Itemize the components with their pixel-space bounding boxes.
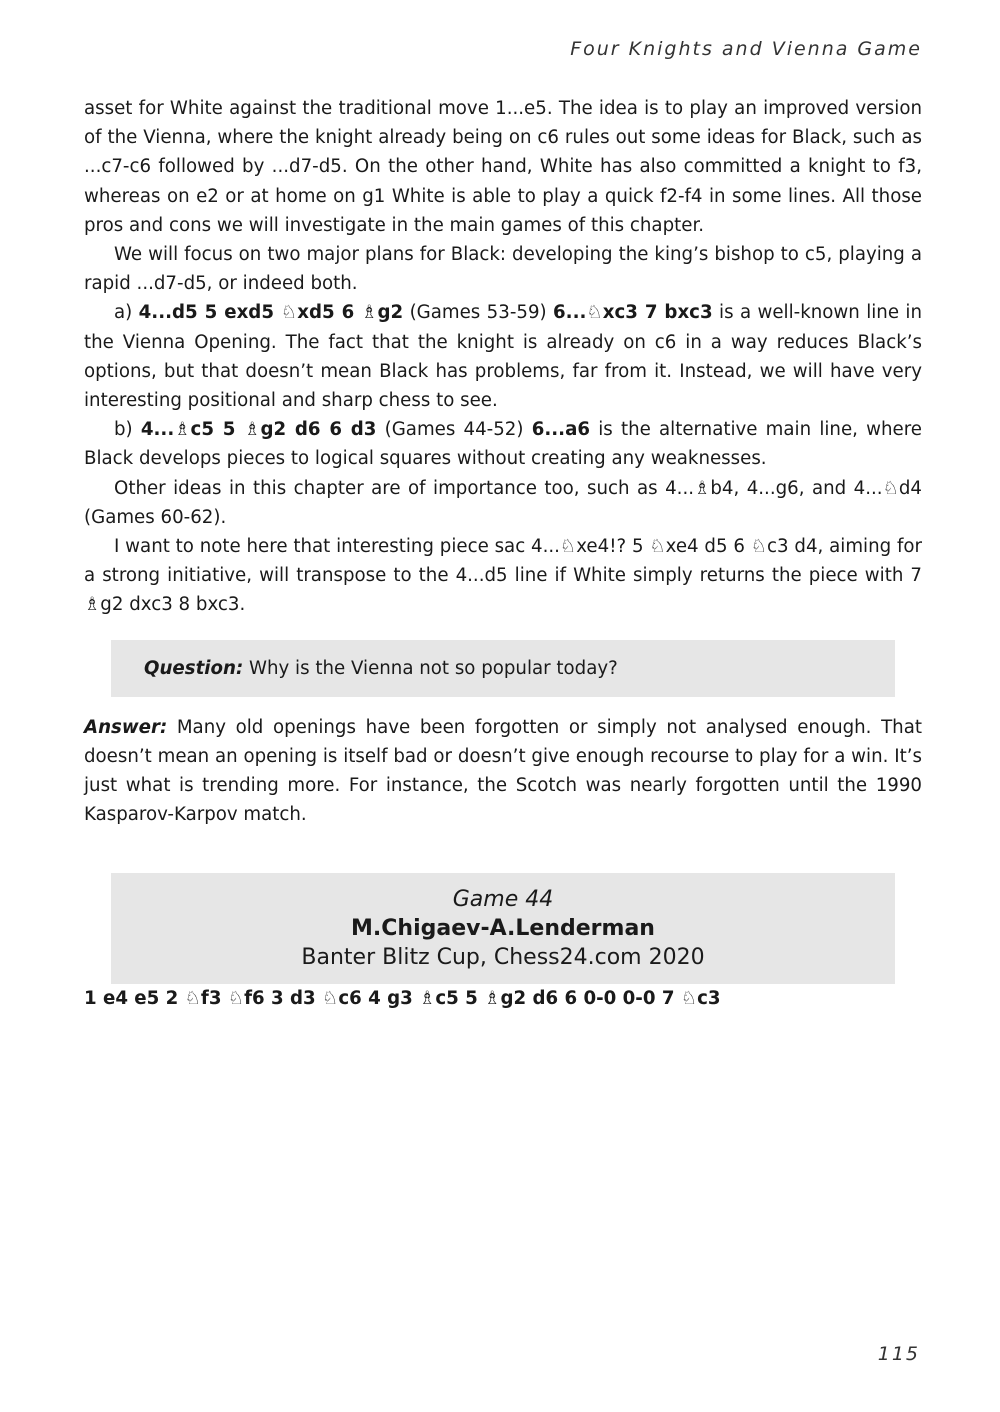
page-number: 115 [877, 1343, 920, 1365]
question-text [144, 654, 895, 683]
paragraph-piece-sac: I want to note here that interesting piece sac 4...♘xe4!? 5 ♘xe4 d5 6 ♘c3 d4, aiming for a strong initiative, will transpose to the 4...d5 line if White simply returns the piece with 7 ♗g2 dxc3 8 bxc3. [84, 536, 922, 616]
paragraph-plans: We will focus on two major plans for Black: developing the king’s bishop to c5, playing a rapid ...d7-d5, or indeed both. [84, 244, 922, 295]
answer-body: Many old openings have been forgotten or simply not analysed enough. That doesn’t mean an opening is itself bad or doesn’t give enough recourse to play for a win. It’s just what is trending more. For instance, the Scotch was nearly forgotten until the 1990 Kasparov-Karpov match. [84, 716, 922, 826]
line-b-moves-2: 6...a6 [531, 419, 590, 441]
paragraph-line-b [84, 415, 922, 473]
line-b-prefix: b) [114, 419, 141, 441]
paragraph-other-ideas: Other ideas in this chapter are of importance too, such as 4...♗b4, 4...g6, and 4...♘d4 (Games 60-62). [84, 477, 922, 528]
game-number: Game 44 [452, 886, 554, 912]
line-b-moves-1: 4...♗c5 5 ♗g2 d6 6 d3 [140, 419, 377, 441]
answer-label: Answer: [84, 716, 168, 738]
line-a-games: (Games 53-59) [403, 302, 554, 324]
question-body: Why is the Vienna not so popular today? [243, 657, 618, 679]
line-a-prefix: a) [114, 302, 139, 324]
game-event: Banter Blitz Cup, Chess24.com 2020 [301, 944, 705, 970]
line-a-moves-1: 4...d5 5 exd5 ♘xd5 6 ♗g2 [138, 302, 404, 324]
question-label: Question: [144, 657, 244, 679]
running-header-title: Four Knights and Vienna Game [570, 38, 922, 60]
page-body [84, 94, 922, 1013]
game-header-box [111, 873, 895, 984]
paragraph-intro: asset for White against the traditional move 1...e5. The idea is to play an improved version of the Vienna, where the knight already being on c6 rules out some ideas for Black, such as ...c7-c6 followed by ...d7-d5. On the other hand, White has also committed a knight to f3, whereas on e2 or at home on g1 White is able to play a quick f2-f4 in some lines. All those pros and cons we will investigate in the main games of this chapter. [84, 98, 922, 236]
line-b-text: is the alternative main line, where Black develops pieces to logical squares without creating any weaknesses. [84, 419, 922, 470]
line-a-moves-2: 6...♘xc3 7 bxc3 [553, 302, 713, 324]
answer-paragraph [84, 713, 922, 830]
game-moves: 1 e4 e5 2 ♘f3 ♘f6 3 d3 ♘c6 4 g3 ♗c5 5 ♗g2 d6 6 0-0 0-0 7 ♘c3 [84, 987, 721, 1009]
line-a-text: is a well-known line in the Vienna Opening. The fact that the knight is already on c6 in a way reduces Black’s options, but that doesn’t mean Black has problems, far from it. Instead, we will have very interesting positional and sharp chess to see. [84, 302, 922, 412]
game-players: M.Chigaev-A.Lenderman [351, 915, 655, 941]
paragraph-line-a [84, 298, 922, 415]
line-b-games: (Games 44-52) [376, 419, 532, 441]
question-box [111, 640, 895, 697]
